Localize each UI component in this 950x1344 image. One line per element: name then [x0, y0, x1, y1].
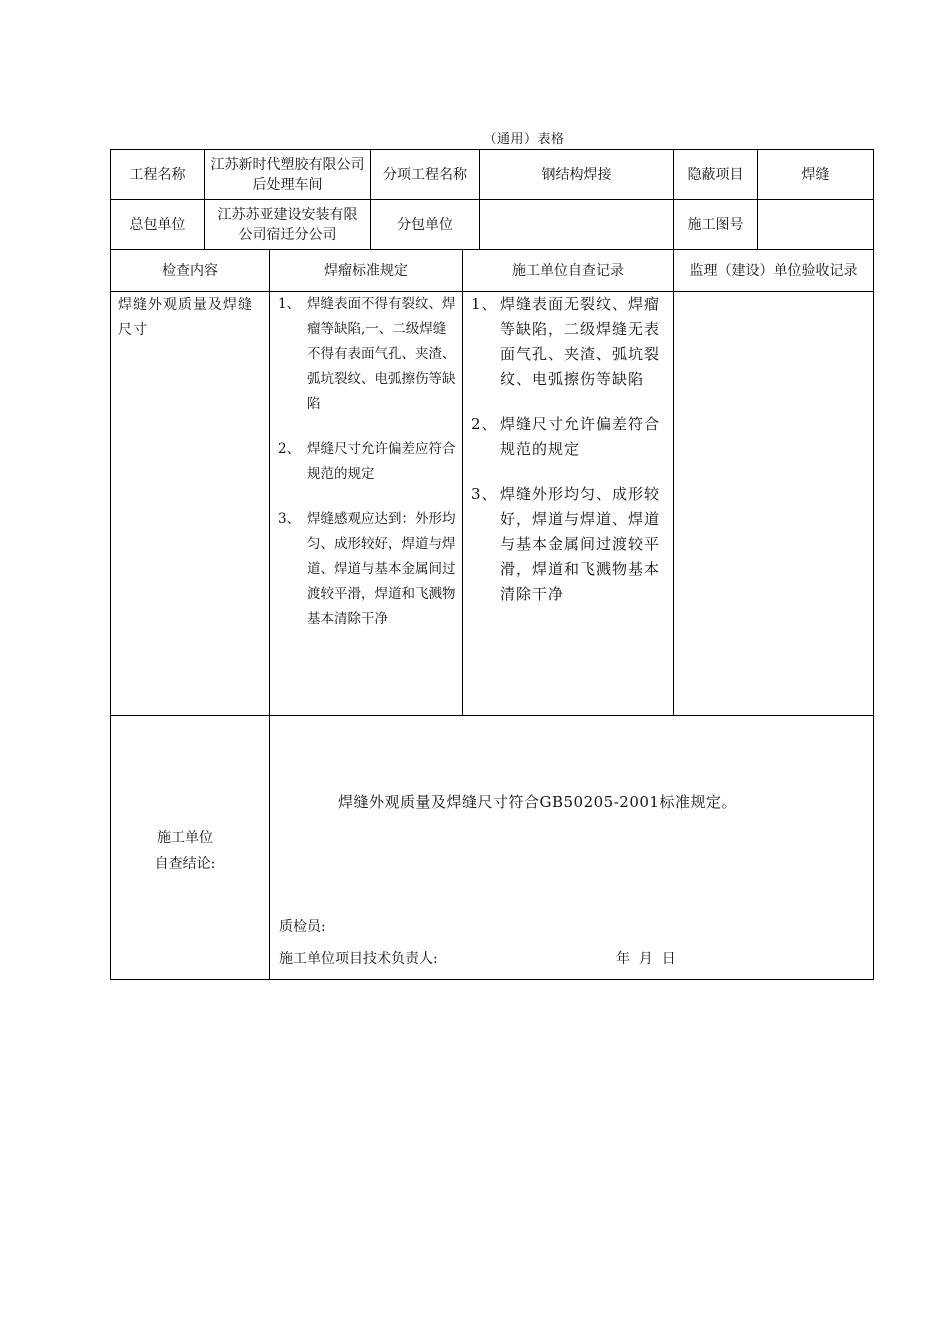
tech-lead-label: 施工单位项目技术负责人:: [279, 951, 438, 967]
col-standard: 焊瘤标准规定: [324, 262, 408, 279]
standards-list: [278, 292, 458, 652]
standard-item-text: 焊缝感观应达到：外形均匀、成形较好，焊道与焊道、焊道与基本金属间过渡较平滑，焊道和飞溅物基本清除干净: [307, 511, 456, 627]
conclusion-text: 焊缝外观质量及焊缝尺寸符合GB50205-2001标准规定。: [338, 793, 737, 811]
standard-item: [278, 507, 458, 632]
self-check-list: [471, 292, 669, 627]
col-self-check: 施工单位自查记录: [512, 262, 624, 279]
sub-project-value: 钢结构焊接: [541, 166, 612, 183]
hidden-item-label: 隐蔽项目: [687, 166, 744, 183]
form-title: （通用）表格: [483, 132, 565, 147]
self-check-item: [471, 292, 669, 392]
standard-item-number: 1、: [278, 296, 301, 312]
drawing-no-label: 施工图号: [687, 216, 744, 233]
standard-item-text: 焊缝表面不得有裂纹、焊瘤等缺陷,一、二级焊缝不得有表面气孔、夹渣、弧坑裂纹、电弧擦伤等缺陷: [307, 296, 456, 412]
self-check-item-text: 焊缝尺寸允许偏差符合规范的规定: [500, 415, 661, 458]
col-inspection-content: 检查内容: [162, 262, 218, 279]
conclusion-label-line1: 施工单位: [157, 830, 213, 846]
sub-project-label: 分项工程名称: [383, 166, 467, 183]
standard-item: [278, 437, 458, 487]
hidden-item-value: 焊缝: [801, 166, 830, 183]
general-contractor-value: 江苏苏亚建设安装有限公司宿迁分公司: [217, 206, 358, 243]
standard-item: [278, 292, 458, 417]
drawing-no-value: [758, 200, 873, 249]
conclusion-label-line2: 自查结论:: [154, 856, 216, 872]
self-check-item-number: 1、: [471, 295, 498, 313]
project-name-value: 江苏新时代塑胶有限公司后处理车间: [210, 156, 365, 193]
subcontractor-value: [480, 200, 673, 249]
supervision-record-cell: [674, 292, 873, 715]
inspector-label: 质检员:: [279, 919, 326, 935]
self-check-item: [471, 482, 669, 607]
self-check-item-text: 焊缝外形均匀、成形较好，焊道与焊道、焊道与基本金属间过渡较平滑，焊道和飞溅物基本清除干净: [500, 485, 661, 603]
self-check-item: [471, 412, 669, 462]
conclusion-label: [111, 825, 259, 877]
project-name-label: 工程名称: [129, 166, 186, 183]
standard-item-number: 3、: [278, 511, 301, 527]
self-check-item-text: 焊缝表面无裂纹、焊瘤等缺陷，二级焊缝无表面气孔、夹渣、弧坑裂纹、电弧擦伤等缺陷: [500, 295, 661, 388]
col-supervision: 监理（建设）单位验收记录: [689, 262, 858, 279]
self-check-item-number: 2、: [471, 415, 498, 433]
standard-item-text: 焊缝尺寸允许偏差应符合规范的规定: [307, 441, 456, 482]
self-check-item-number: 3、: [471, 485, 498, 503]
standard-item-number: 2、: [278, 441, 301, 457]
inspection-content-cell: 焊缝外观质量及焊缝尺寸: [118, 297, 253, 338]
date-label: 年 月 日: [616, 951, 676, 967]
general-contractor-label: 总包单位: [129, 216, 186, 233]
subcontractor-label: 分包单位: [397, 216, 453, 233]
